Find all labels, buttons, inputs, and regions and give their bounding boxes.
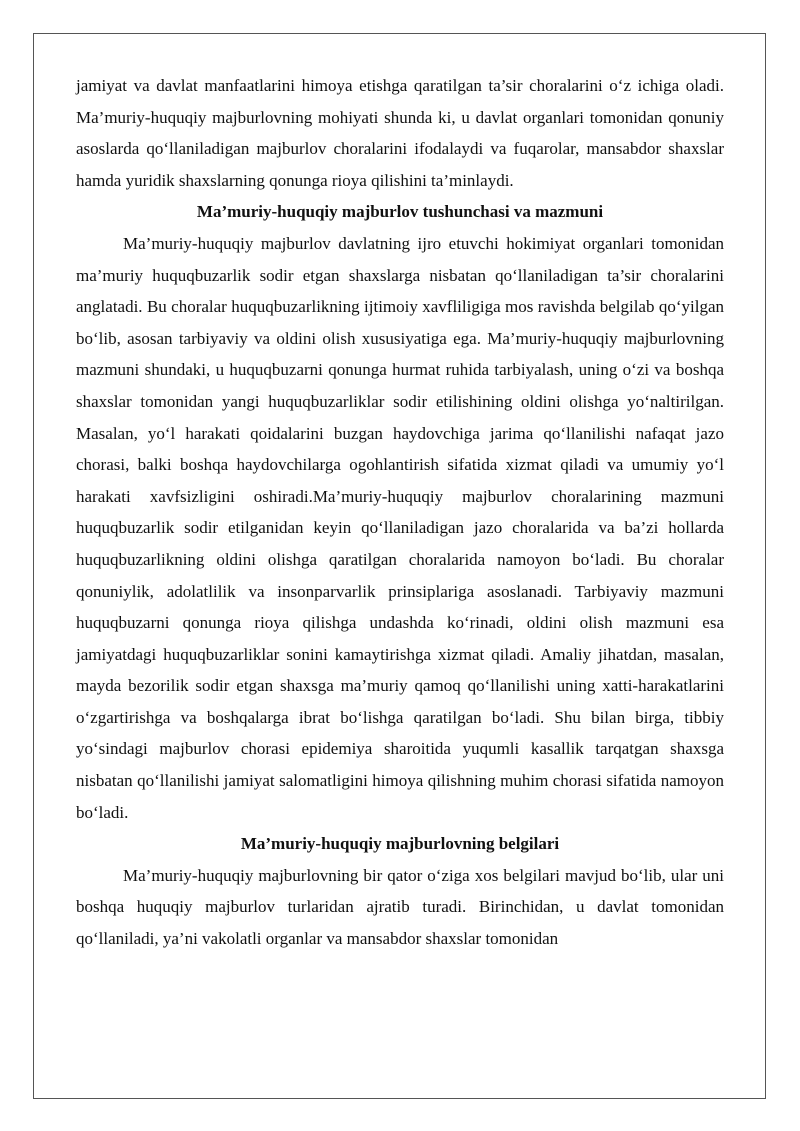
paragraph-concept: Ma’muriy-huquqiy majburlov davlatning ijro etuvchi hokimiyat organlari tomonidan ma’muriy huquqbuzarlik sodir etgan shaxslarga nisbatan qo‘llaniladigan ta’sir choralarini anglatadi. Bu choralar huquqbuzarlikning ijtimoiy xavfliligiga mos ravishda belgilab qo‘yilgan bo‘lib, asosan tarbiyaviy va oldini olish xususiyatiga ega. Ma’muriy-huquqiy majburlovning mazmuni shundaki, u huquqbuzarni qonunga hurmat ruhida tarbiyalash, uning o‘zi va boshqa shaxslar tomonidan yangi huquqbuzarliklar sodir etilishining oldini olishga yo‘naltirilgan. Masalan, yo‘l harakati qoidalarini buzgan haydovchiga jarima qo‘llanilishi nafaqat jazo chorasi, balki boshqa haydovchilarga ogohlantirish sifatida xizmat qiladi va umumiy yo‘l harakati xavfsizligini oshiradi.Ma’muriy-huquqiy majburlov choralarining mazmuni huquqbuzarlik sodir etilganidan keyin qo‘llaniladigan jazo choralarida va ba’zi hollarda huquqbuzarlikning oldini olishga qaratilgan choralarida namoyon bo‘ladi. Bu choralar qonuniylik, adolatlilik va insonparvarlik prinsiplariga asoslanadi. Tarbiyaviy mazmuni huquqbuzarni qonunga rioya qilishga undashda ko‘rinadi, oldini olish mazmuni esa jamiyatdagi huquqbuzarliklar sonini kamaytirishga xizmat qiladi. Amaliy jihatdan, masalan, mayda bezorilik sodir etgan shaxsga ma’muriy qamoq qo‘llanilishi uning xatti-harakatlarini o‘zgartirishga va boshqalarga ibrat bo‘lishga qaratilgan bo‘ladi. Shu bilan birga, tibbiy yo‘sindagi majburlov chorasi epidemiya sharoitida yuqumli kasallik tarqatgan shaxsga nisbatan qo‘llanilishi jamiyat salomatligini himoya qilishning muhim chorasi sifatida namoyon bo‘ladi. <box>76 233 724 822</box>
document-body <box>76 70 724 955</box>
section-heading-features: Ma’muriy-huquqiy majburlovning belgilari <box>240 834 560 854</box>
section-heading-concept: Ma’muriy-huquqiy majburlov tushunchasi va mazmuni <box>196 202 604 222</box>
paragraph-features: Ma’muriy-huquqiy majburlovning bir qator o‘ziga xos belgilari mavjud bo‘lib, ular uni boshqa huquqiy majburlov turlaridan ajratib turadi. Birinchidan, u davlat tomonidan qo‘llaniladi, ya’ni vakolatli organlar va mansabdor shaxslar tomonidan <box>76 865 724 949</box>
paragraph-continuation: jamiyat va davlat manfaatlarini himoya etishga qaratilgan ta’sir choralarini o‘z ichiga oladi. Ma’muriy-huquqiy majburlovning mohiyati shunda ki, u davlat organlari tomonidan qonuniy asoslarda qo‘llaniladigan majburlov choralarini ifodalaydi va fuqarolar, mansabdor shaxslar hamda yuridik shaxslarning qonunga rioya qilishini ta’minlaydi. <box>76 76 724 190</box>
